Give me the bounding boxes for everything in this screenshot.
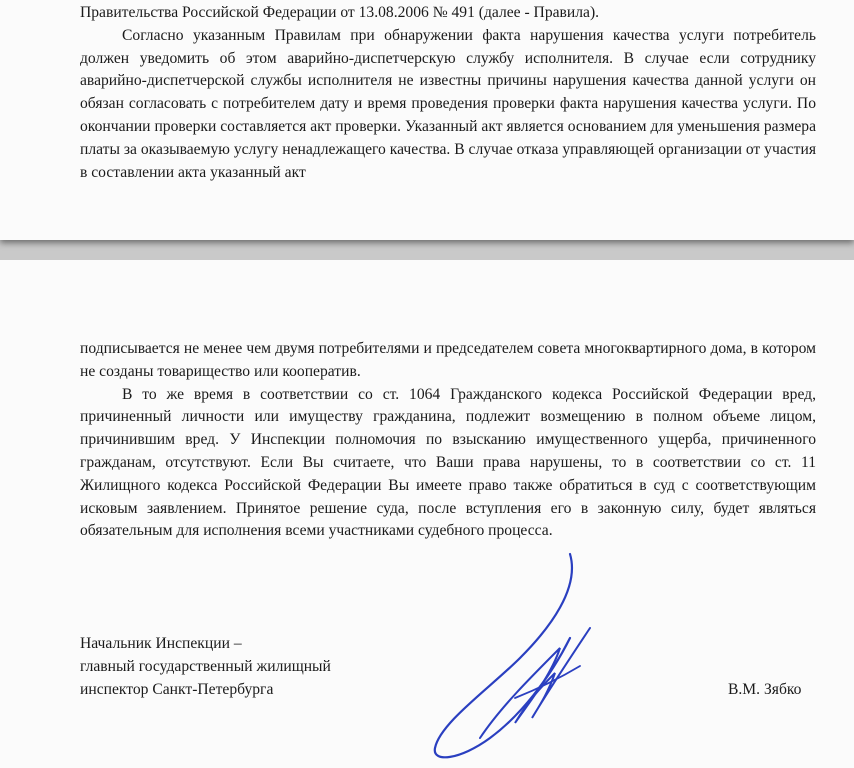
- page-top-text: [80, 2, 816, 184]
- paragraph-act-signing: подписывается не менее чем двумя потребителями и председателем совета многоквартирного дома, в котором не созданы товарищество или кооператив.: [80, 340, 816, 380]
- signatory-title-line-1: Начальник Инспекции –: [80, 635, 242, 652]
- paragraph-quality-violation: Согласно указанным Правилам при обнаружении факта нарушения качества услуги потребитель должен уведомить об этом аварийно-диспетчерскую службу исполнителя. В случае если сотруднику аварийно-диспетчерской службы исполнителя не известны причины нарушения качества данной услуги он обязан согласовать с потребителем дату и время проведения проверки факта нарушения качества услуги. По окончании проверки составляется акт проверки. Указанный акт является основанием для уменьшения размера платы за оказываемую услугу ненадлежащего качества. В случае отказа управляющей организации от участия в составлении акта указанный акт: [80, 26, 816, 181]
- page-bottom-text: [80, 338, 816, 543]
- document-page-top: [0, 0, 854, 240]
- handwritten-signature: [420, 548, 620, 768]
- signatory-name: В.М. Зябко: [728, 681, 802, 698]
- signatory-title-line-2: главный государственный жилищный: [80, 658, 331, 675]
- paragraph-civil-code: В то же время в соответствии со ст. 1064 Гражданского кодекса Российской Федерации вред, причиненный личности или имуществу гражданина, подлежит возмещению в полном объеме лицом, причинившим вред. У Инспекции полномочия по взысканию имущественного ущерба, причиненного гражданам, отсутствуют. Если Вы считаете, что Ваши права нарушены, то в соответствии со ст. 11 Жилищного кодекса Российской Федерации Вы имеете право также обратиться в суд с соответствующим исковым заявлением. Принятое решение суда, после вступления его в законную силу, будет являться обязательным для исполнения всеми участниками судебного процесса.: [80, 385, 816, 540]
- paragraph-rules-reference: Правительства Российской Федерации от 13.08.2006 № 491 (далее - Правила).: [80, 4, 600, 21]
- signatory-title-line-3: инспектор Санкт-Петербурга: [80, 681, 274, 698]
- signatory-title: [80, 632, 331, 701]
